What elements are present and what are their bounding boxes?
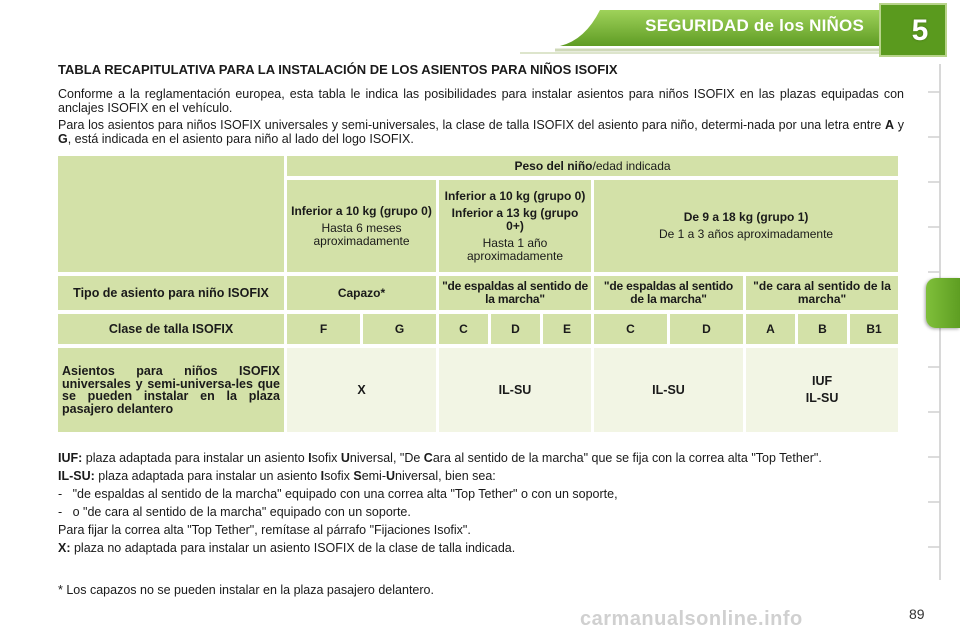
seat-type-forward-facing: "de cara al sentido de la marcha" [746,276,898,310]
watermark: carmanualsonline.info [580,608,803,630]
table-corner-cell [58,156,284,272]
group-1-header: De 9 a 18 kg (grupo 1) De 1 a 3 años aproximadamente [594,180,898,272]
intro-paragraph-2: Para los asientos para niños ISOFIX universales y semi-universales, la clase de talla ISOFIX del asiento para niño, determi-nada por una letra entre A y G, está indicada en el asiento para niño al lado del logo ISOFIX. [58,118,904,146]
legend-notes [58,451,904,559]
isofix-summary-table [55,152,901,436]
size-class-cell: A [746,314,795,344]
seats-value-group0plus: IL-SU [439,348,591,432]
seats-value-group1-forward: IUF IL-SU [746,348,898,432]
size-class-cell: B [798,314,847,344]
seat-type-rear-facing-1: "de espaldas al sentido de la marcha" [439,276,591,310]
size-class-cell: C [594,314,667,344]
seats-value-capazo: X [287,348,436,432]
chapter-number-badge: 5 [911,14,929,47]
size-class-cell: D [670,314,743,344]
size-class-cell: B1 [850,314,898,344]
group-0plus-header: Inferior a 10 kg (grupo 0) Inferior a 13 kg (grupo 0+) Hasta 1 año aproximadamente [439,180,591,272]
seat-type-rear-facing-2: "de espaldas al sentido de la marcha" [594,276,743,310]
chapter-tab-active[interactable] [926,278,960,328]
intro-text [58,87,904,149]
note-top-tether: Para fijar la correa alta "Top Tether", remítase al párrafo "Fijaciones Isofix". [58,523,471,537]
note-dash-2: - o "de cara al sentido de la marcha" equipado con un soporte. [58,505,411,519]
note-ilsu: IL-SU: plaza adaptada para instalar un asiento Isofix Semi-Universal, bien sea: [58,469,496,483]
weight-header: Peso del niño/edad indicada [287,156,898,176]
note-iuf: IUF: plaza adaptada para instalar un asiento Isofix Universal, "De Cara al sentido de la marcha" que se fija con la correa alta "Top Tether". [58,451,822,465]
size-class-cell: C [439,314,488,344]
footnote: * Los capazos no se pueden instalar en la plaza pasajero delantero. [58,583,434,597]
page-title: TABLA RECAPITULATIVA PARA LA INSTALACIÓN DE LOS ASIENTOS PARA NIÑOS ISOFIX [58,62,618,77]
intro-paragraph-1: Conforme a la reglamentación europea, esta tabla le indica las posibilidades para instalar asientos para niños ISOFIX en las plazas equipadas con anclajes ISOFIX en el vehículo. [58,87,904,115]
size-class-cell: E [543,314,591,344]
note-dash-1: - "de espaldas al sentido de la marcha" equipado con una correa alta "Top Tether" o con un soporte, [58,487,618,501]
section-title: SEGURIDAD de los NIÑOS [645,16,864,35]
note-x: X: plaza no adaptada para instalar un asiento ISOFIX de la clase de talla indicada. [58,541,516,555]
size-class-label: Clase de talla ISOFIX [58,314,284,344]
seat-type-label: Tipo de asiento para niño ISOFIX [58,276,284,310]
size-class-cell: G [363,314,436,344]
seats-value-group1-rear: IL-SU [594,348,743,432]
group-0-header: Inferior a 10 kg (grupo 0) Hasta 6 meses aproximadamente [287,180,436,272]
seats-allowed-label: Asientos para niños ISOFIX universales y semi-universa-les que se pueden instalar en la plaza pasajero delantero [58,348,284,432]
size-class-cell: D [491,314,540,344]
size-class-cell: F [287,314,360,344]
seat-type-capazo: Capazo* [287,276,436,310]
page-number: 89 [909,606,925,622]
